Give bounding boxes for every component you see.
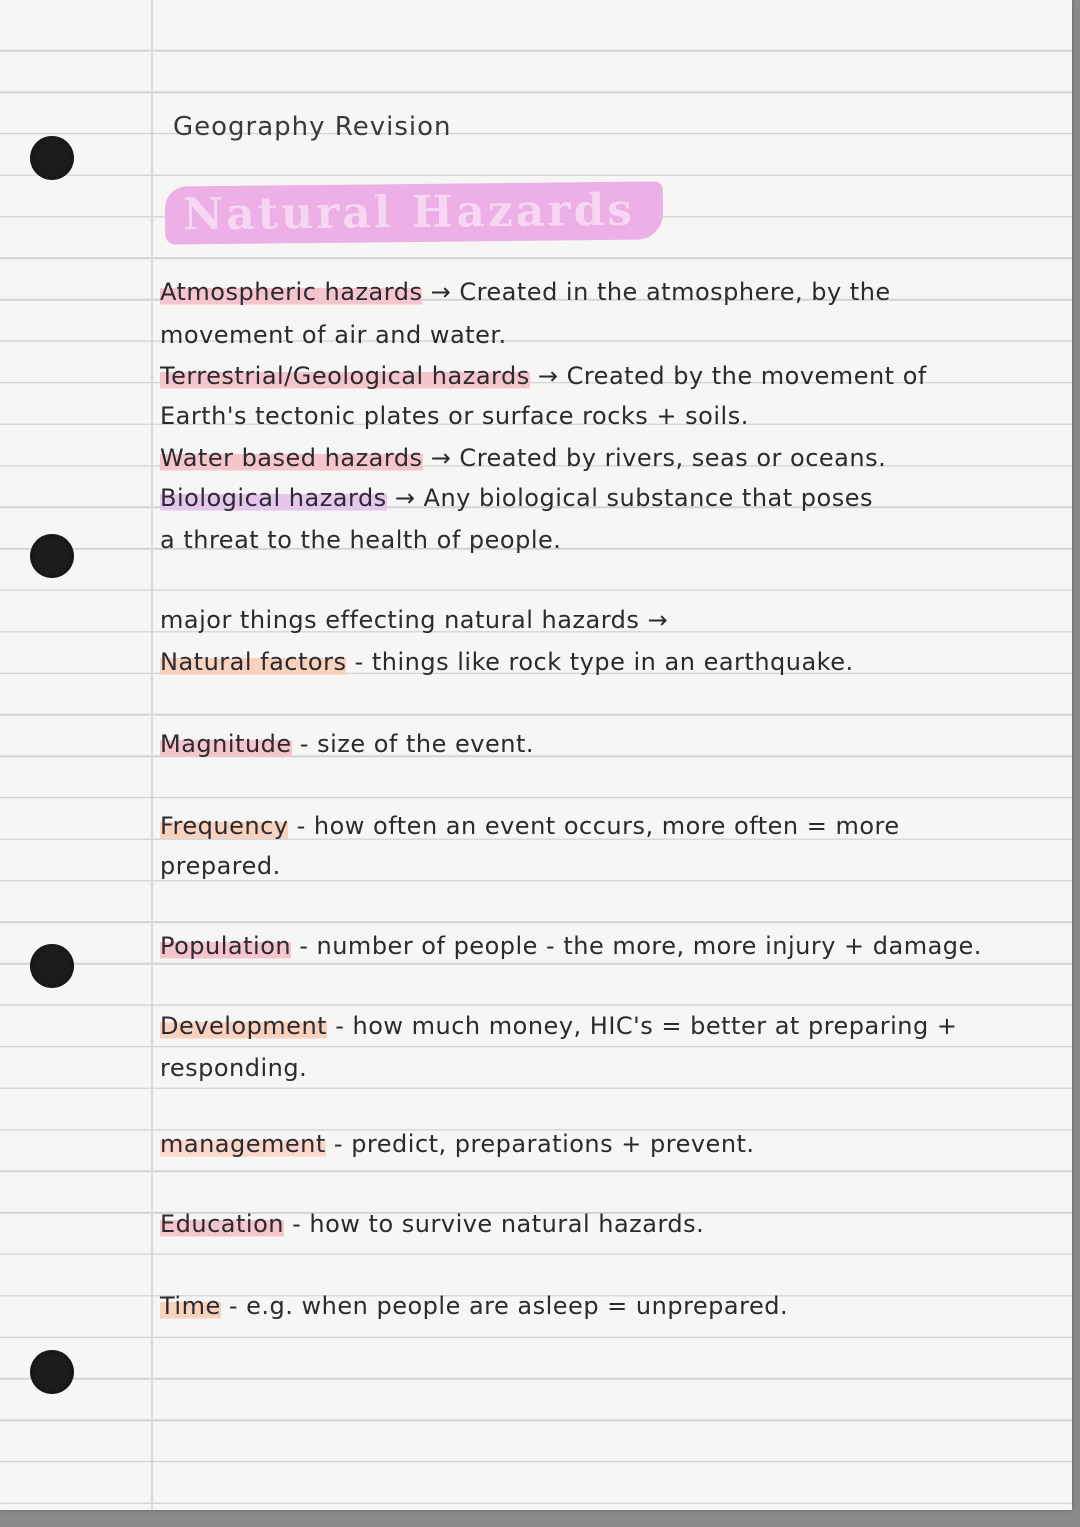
factor-population xyxy=(160,932,982,960)
factor-frequency-cont: prepared. xyxy=(160,852,281,880)
definition: - how much money, HIC's = better at preparing + xyxy=(327,1012,958,1040)
term-highlight: Natural factors xyxy=(160,648,347,676)
definition: - number of people - the more, more injury + damage. xyxy=(291,932,982,960)
hazard-terrestrial-cont: Earth's tectonic plates or surface rocks + soils. xyxy=(160,402,749,430)
factor-development xyxy=(160,1012,957,1040)
definition: - size of the event. xyxy=(291,730,534,758)
hazard-terrestrial xyxy=(160,362,927,390)
factors-intro: major things effecting natural hazards → xyxy=(160,606,669,634)
definition: → Created by rivers, seas or oceans. xyxy=(422,444,887,472)
term-highlight: Time xyxy=(160,1292,221,1320)
definition: - predict, preparations + prevent. xyxy=(325,1130,755,1158)
definition: - e.g. when people are asleep = unprepared. xyxy=(220,1292,789,1320)
hazard-biological-cont: a threat to the health of people. xyxy=(160,526,562,554)
term-highlight: Magnitude xyxy=(160,730,292,758)
hazard-atmospheric-cont: movement of air and water. xyxy=(160,321,507,349)
hazard-biological xyxy=(160,484,873,512)
factor-natural xyxy=(160,648,854,676)
term-highlight: Water based hazards xyxy=(160,444,423,472)
definition: - how often an event occurs, more often = more xyxy=(288,812,900,840)
factor-education xyxy=(160,1210,704,1238)
term-highlight: Frequency xyxy=(160,812,289,840)
term-highlight: management xyxy=(160,1130,326,1158)
definition: - how to survive natural hazards. xyxy=(283,1210,705,1238)
term-highlight: Education xyxy=(160,1210,284,1238)
term-highlight: Development xyxy=(160,1012,328,1040)
hazard-atmospheric xyxy=(160,278,891,306)
term-highlight: Population xyxy=(160,932,292,960)
factor-magnitude xyxy=(160,730,534,758)
definition: → Created by the movement of xyxy=(529,362,927,390)
punch-hole xyxy=(30,1350,74,1394)
factor-development-cont: responding. xyxy=(160,1054,308,1082)
margin-line xyxy=(151,0,153,1510)
factor-management xyxy=(160,1130,755,1158)
punch-hole xyxy=(30,944,74,988)
definition: - things like rock type in an earthquake. xyxy=(346,648,854,676)
term-highlight: Biological hazards xyxy=(160,484,387,512)
punch-hole xyxy=(30,534,74,578)
page-title: Natural Hazards xyxy=(165,181,664,244)
factor-frequency xyxy=(160,812,900,840)
term-highlight: Terrestrial/Geological hazards xyxy=(160,362,530,390)
term-highlight: Atmospheric hazards xyxy=(160,278,423,306)
hazard-water xyxy=(160,444,886,472)
definition: → Any biological substance that poses xyxy=(386,484,873,512)
factor-time xyxy=(160,1292,788,1320)
punch-hole xyxy=(30,136,74,180)
subject-heading: Geography Revision xyxy=(173,112,452,142)
definition: → Created in the atmosphere, by the xyxy=(422,278,891,306)
